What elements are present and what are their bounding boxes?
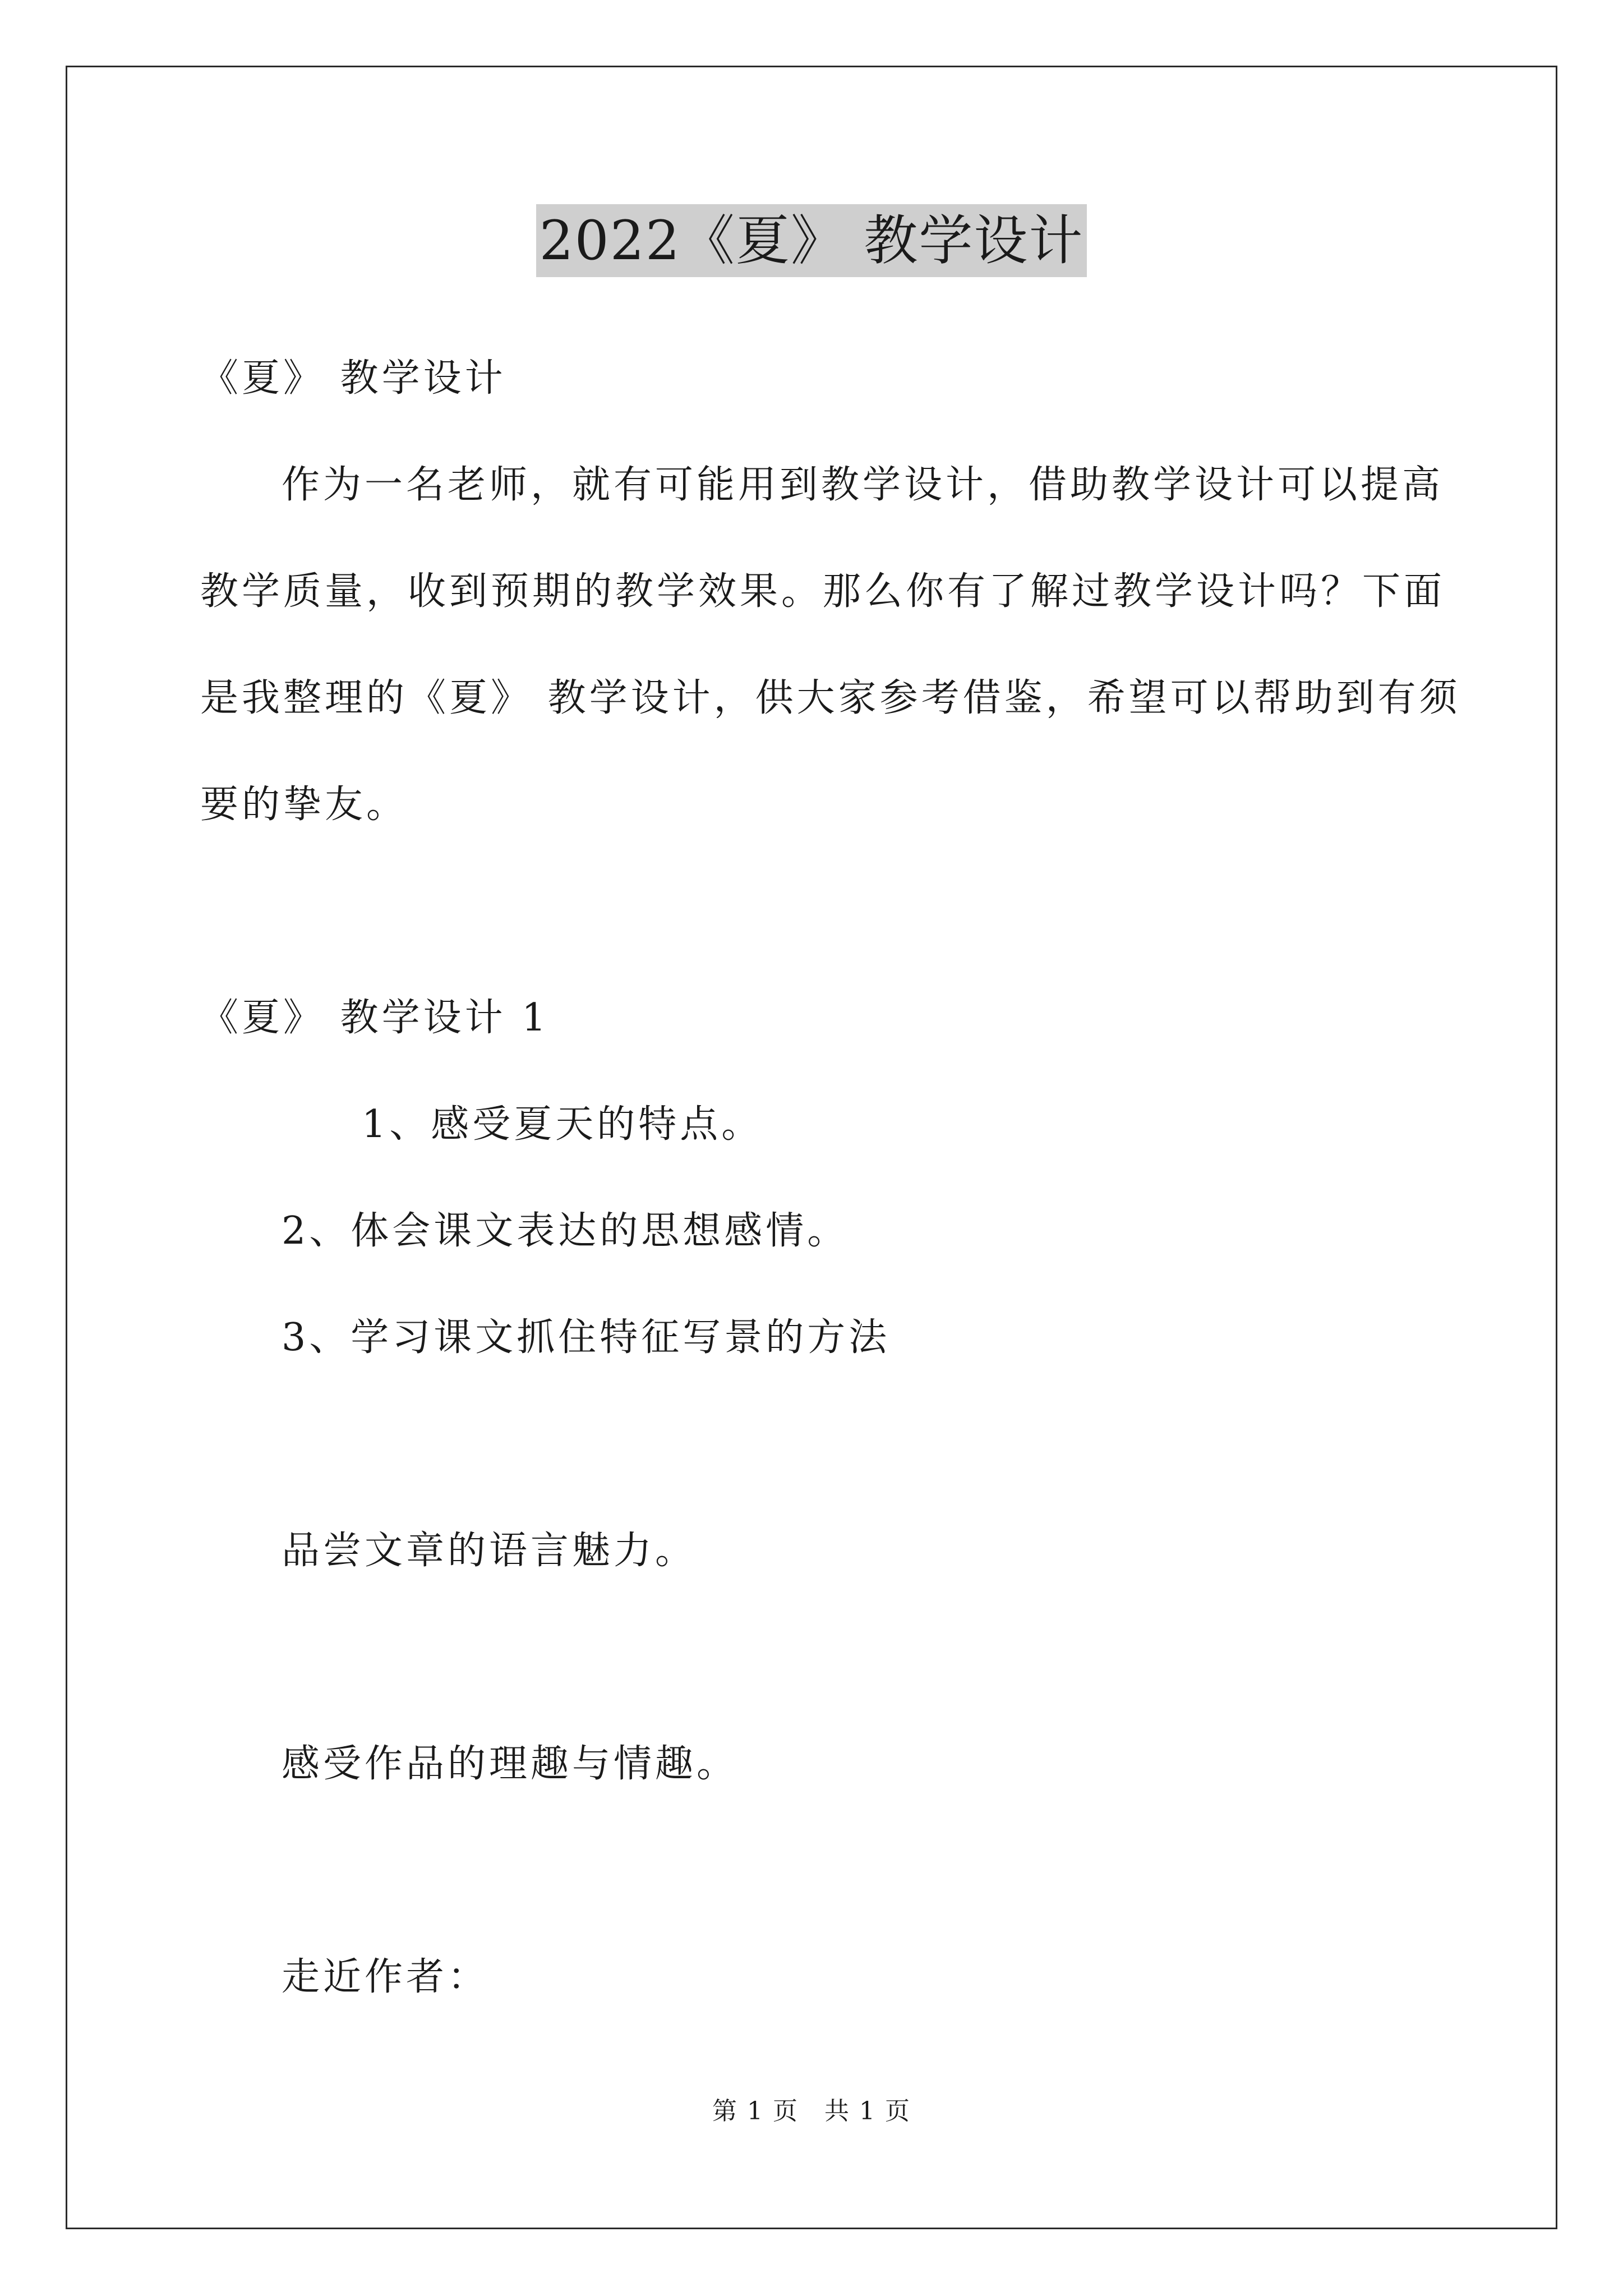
document-title: 2022《夏》 教学设计	[536, 204, 1087, 277]
title-container	[0, 204, 1623, 277]
intro-line-4: 要的挚友。	[200, 783, 408, 827]
section-heading: 《夏》 教学设计 1	[200, 996, 550, 1040]
page-footer: 第 1 页 共 1 页	[712, 2097, 911, 2125]
paragraph-author: 走近作者：	[282, 1955, 490, 1999]
paragraph-language: 品尝文章的语言魅力。	[282, 1529, 697, 1573]
goal-item-2: 2、体会课文表达的思想感情。	[282, 1209, 849, 1253]
intro-line-2: 教学质量，收到预期的教学效果。那么你有了解过教学设计吗？下面	[200, 569, 1446, 614]
goal-item-1: 1、感受夏天的特点。	[362, 1102, 763, 1147]
paragraph-feel: 感受作品的理趣与情趣。	[282, 1742, 739, 1786]
intro-line-3: 是我整理的《夏》 教学设计，供大家参考借鉴，希望可以帮助到有须	[200, 676, 1461, 720]
goal-item-3: 3、学习课文抓住特征写景的方法	[282, 1315, 891, 1360]
subtitle: 《夏》 教学设计	[200, 356, 506, 401]
intro-line-1: 作为一名老师，就有可能用到教学设计，借助教学设计可以提高	[282, 463, 1444, 507]
